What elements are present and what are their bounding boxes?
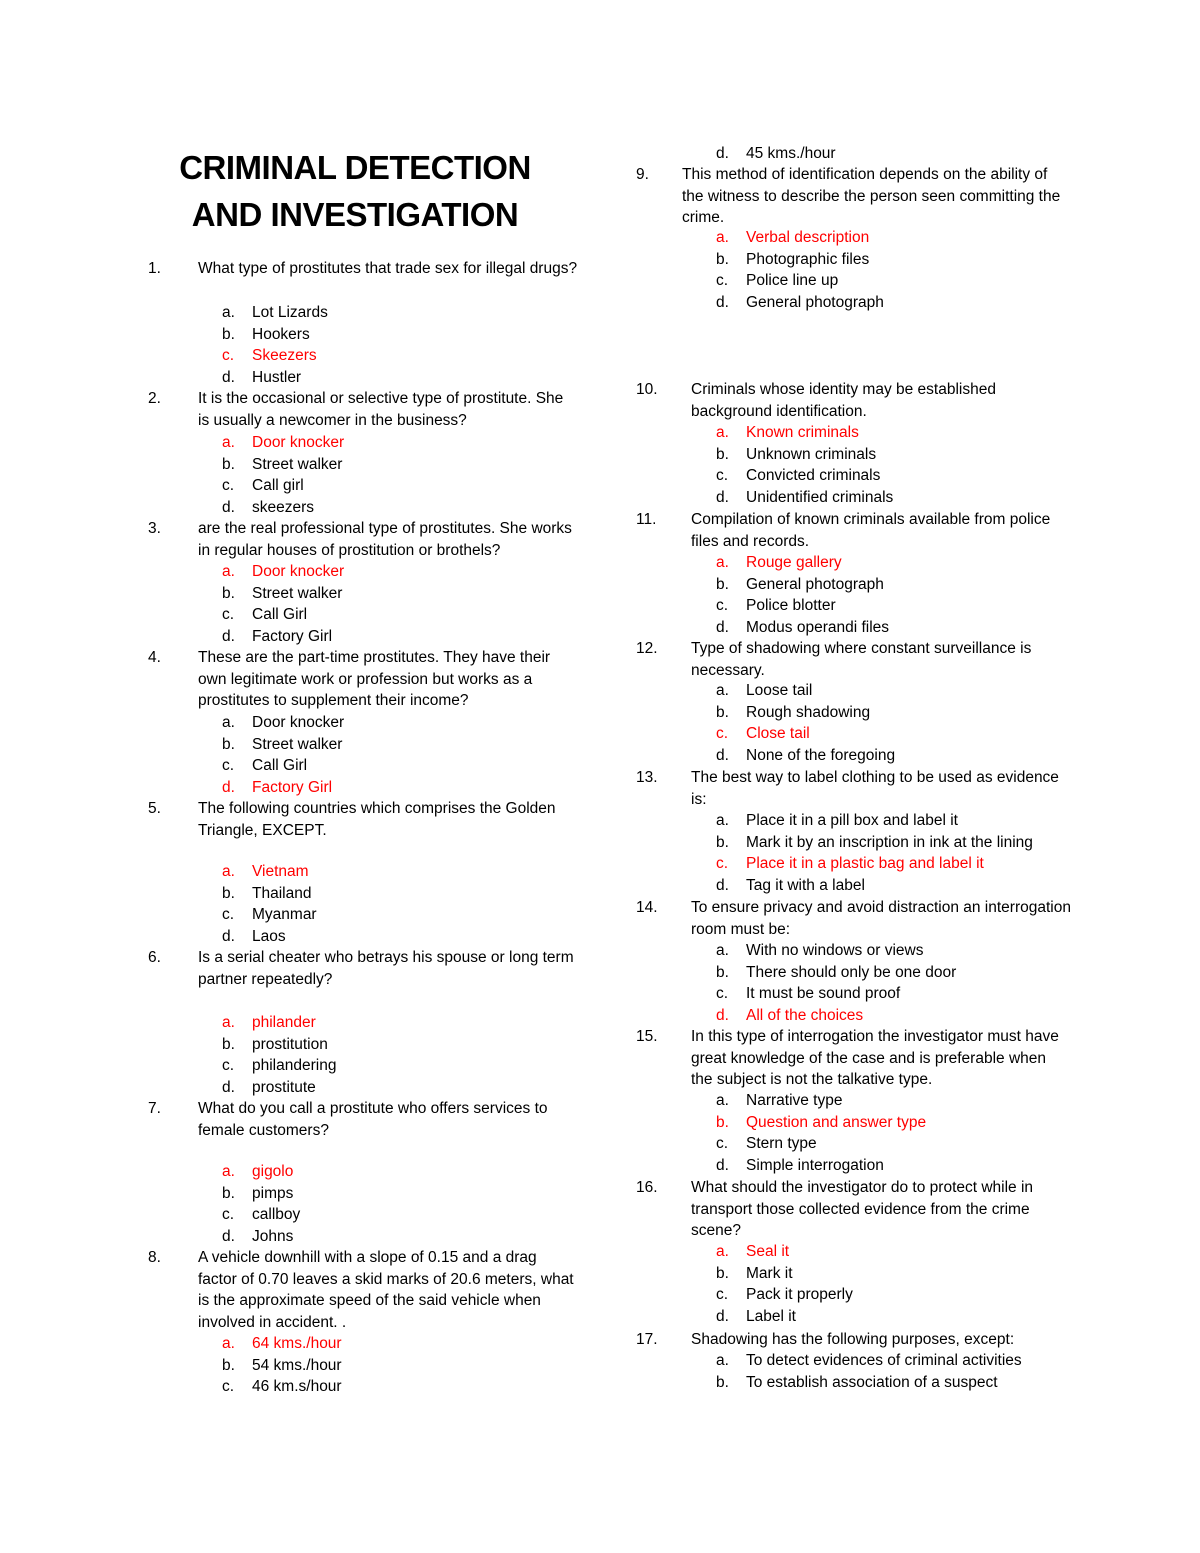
- correct-answer-option: [716, 1112, 1076, 1134]
- document-title: [150, 144, 560, 238]
- option-text: 64 kms./hour: [252, 1335, 342, 1352]
- options-list-8: [222, 1333, 582, 1398]
- option-letter: d.: [222, 1078, 235, 1096]
- option-text: Tag it with a label: [746, 876, 865, 894]
- correct-answer-option: [222, 432, 582, 454]
- option-text: philander: [252, 1014, 316, 1031]
- answer-option: [716, 875, 1076, 897]
- question-number: 9.: [636, 166, 649, 183]
- question-text: Criminals whose identity may be established background identification.: [691, 381, 996, 420]
- answer-option: [716, 940, 1076, 962]
- answer-option: [716, 444, 1076, 466]
- question-number: 13.: [636, 769, 658, 786]
- options-list-4: [222, 712, 582, 798]
- option-text: Hustler: [252, 368, 302, 386]
- option-letter: c.: [716, 467, 729, 484]
- answer-option: [716, 574, 1076, 596]
- option-text: Unknown criminals: [746, 445, 877, 463]
- question-text: Compilation of known criminals available from police files and records.: [691, 511, 1051, 550]
- options-list-13: [716, 810, 1076, 896]
- question-number: 1.: [148, 260, 161, 277]
- answer-option: [716, 487, 1076, 509]
- option-letter: d.: [716, 1006, 729, 1024]
- option-text: Rough shadowing: [746, 703, 871, 721]
- option-text: Lot Lizards: [252, 304, 328, 321]
- answer-option: [716, 292, 1076, 314]
- answer-option: [716, 983, 1076, 1005]
- option-letter: d.: [716, 1156, 729, 1174]
- option-letter: b.: [716, 1264, 729, 1282]
- question-text: What type of prostitutes that trade sex for illegal drugs?: [198, 260, 578, 277]
- answer-option: [716, 832, 1076, 854]
- option-letter: a.: [222, 714, 235, 731]
- option-text: Myanmar: [252, 906, 317, 923]
- option-text: Pack it properly: [746, 1286, 853, 1303]
- option-letter: a.: [716, 424, 729, 441]
- option-letter: a.: [222, 563, 235, 580]
- options-list-3: [222, 561, 582, 647]
- option-text: philandering: [252, 1057, 337, 1074]
- answer-option: [222, 604, 582, 626]
- option-text: Stern type: [746, 1135, 817, 1152]
- question-text: Type of shadowing where constant surveillance is necessary.: [691, 640, 1032, 679]
- question-number: 17.: [636, 1331, 658, 1348]
- correct-answer-option: [716, 853, 1076, 875]
- option-text: gigolo: [252, 1163, 294, 1180]
- answer-option: [222, 1034, 582, 1056]
- option-text: 54 kms./hour: [252, 1356, 342, 1374]
- option-text: General photograph: [746, 293, 884, 311]
- option-letter: a.: [222, 434, 235, 451]
- correct-answer-option: [716, 552, 1076, 574]
- question-number: 12.: [636, 640, 658, 657]
- answer-option: [222, 324, 582, 346]
- option-text: Police blotter: [746, 597, 836, 614]
- option-letter: b.: [222, 1035, 235, 1053]
- option-text: Call Girl: [252, 757, 308, 774]
- answer-option: [222, 367, 582, 389]
- option-text: All of the choices: [746, 1006, 864, 1024]
- correct-answer-option: [222, 561, 582, 583]
- answer-option: [716, 1284, 1076, 1306]
- answer-option: [716, 702, 1076, 724]
- correct-answer-option: [222, 777, 582, 799]
- option-letter: d.: [222, 368, 235, 386]
- correct-answer-option: [222, 861, 582, 883]
- option-letter: a.: [716, 812, 729, 829]
- option-text: Door knocker: [252, 714, 345, 731]
- option-text: To detect evidences of criminal activities: [746, 1352, 1022, 1369]
- answer-option: [222, 1077, 582, 1099]
- option-letter: d.: [222, 927, 235, 945]
- question-number: 11.: [636, 511, 657, 528]
- question-text: These are the part-time prostitutes. They have their own legitimate work or profession but works as a prostitutes to supplement their income?: [198, 649, 551, 709]
- option-letter: d.: [222, 627, 235, 645]
- option-text: Simple interrogation: [746, 1156, 884, 1174]
- option-letter: c.: [222, 1206, 235, 1223]
- option-letter: a.: [222, 1014, 235, 1031]
- option-letter: c.: [716, 1135, 729, 1152]
- option-text: Johns: [252, 1227, 294, 1245]
- option-letter: d.: [716, 1307, 729, 1325]
- option-text: Loose tail: [746, 682, 813, 699]
- options-list-15: [716, 1090, 1076, 1176]
- option-letter: b.: [716, 250, 729, 268]
- answer-option: [222, 1183, 582, 1205]
- option-letter: c.: [716, 725, 729, 742]
- option-letter: c.: [222, 757, 235, 774]
- option-letter: a.: [222, 1335, 235, 1352]
- question-text: The best way to label clothing to be used as evidence is:: [691, 769, 1059, 808]
- option-letter: c.: [222, 1378, 235, 1395]
- answer-option: [716, 1263, 1076, 1285]
- option-text: Police line up: [746, 272, 839, 289]
- question-number: 3.: [148, 520, 161, 537]
- question-text: The following countries which comprises the Golden Triangle, EXCEPT.: [198, 800, 556, 839]
- option-text: With no windows or views: [746, 942, 924, 959]
- answer-option: [716, 745, 1076, 767]
- option-text: To establish association of a suspect: [746, 1373, 998, 1391]
- option-text: Laos: [252, 927, 286, 945]
- option-text: Hookers: [252, 325, 310, 343]
- option-text: skeezers: [252, 498, 315, 516]
- answer-option: [716, 143, 1076, 165]
- answer-option: [222, 904, 582, 926]
- question-number: 16.: [636, 1179, 658, 1196]
- options-list-9: [716, 227, 1076, 313]
- option-text: Unidentified criminals: [746, 488, 894, 506]
- option-text: Seal it: [746, 1243, 790, 1260]
- option-letter: c.: [222, 906, 235, 923]
- option-text: Mark it: [746, 1264, 793, 1282]
- title-line-2: AND INVESTIGATION: [191, 196, 519, 233]
- correct-answer-option: [222, 1333, 582, 1355]
- option-text: Place it in a pill box and label it: [746, 812, 958, 829]
- option-letter: c.: [716, 272, 729, 289]
- option-text: Call girl: [252, 477, 304, 494]
- option-text: Label it: [746, 1307, 796, 1325]
- answer-option: [716, 1306, 1076, 1328]
- title-line-1: CRIMINAL DETECTION: [179, 149, 531, 186]
- answer-option: [716, 962, 1076, 984]
- option-letter: a.: [716, 942, 729, 959]
- option-text: Factory Girl: [252, 627, 333, 645]
- options-list-8-continued: [716, 143, 1076, 165]
- option-letter: b.: [222, 884, 235, 902]
- correct-answer-option: [222, 1161, 582, 1183]
- answer-option: [222, 583, 582, 605]
- options-list-10: [716, 422, 1076, 508]
- option-letter: b.: [222, 1184, 235, 1202]
- answer-option: [716, 1372, 1076, 1394]
- question-text: are the real professional type of prostitutes. She works in regular houses of prostitution or brothels?: [198, 520, 572, 559]
- option-letter: b.: [716, 575, 729, 593]
- answer-option: [222, 454, 582, 476]
- option-letter: b.: [716, 833, 729, 851]
- option-text: Door knocker: [252, 434, 345, 451]
- answer-option: [222, 1376, 582, 1398]
- correct-answer-option: [716, 723, 1076, 745]
- option-text: Modus operandi files: [746, 618, 890, 636]
- question-text: This method of identification depends on the ability of the witness to describe the person seen committing the crime.: [682, 166, 1061, 226]
- question-number: 6.: [148, 949, 161, 966]
- option-text: General photograph: [746, 575, 884, 593]
- option-text: Street walker: [252, 584, 343, 602]
- option-letter: b.: [222, 455, 235, 473]
- option-text: There should only be one door: [746, 963, 957, 981]
- option-text: Street walker: [252, 735, 343, 753]
- option-letter: d.: [716, 293, 729, 311]
- option-text: Street walker: [252, 455, 343, 473]
- question-number: 2.: [148, 390, 161, 407]
- option-text: Factory Girl: [252, 778, 333, 796]
- question-number: 7.: [148, 1100, 161, 1117]
- option-text: Verbal description: [746, 229, 870, 246]
- options-list-6: [222, 1012, 582, 1098]
- question-text: It is the occasional or selective type of prostitute. She is usually a newcomer in the business?: [198, 390, 564, 429]
- option-letter: b.: [716, 445, 729, 463]
- option-letter: a.: [716, 229, 729, 246]
- options-list-17: [716, 1350, 1076, 1393]
- question-text: What do you call a prostitute who offers services to female customers?: [198, 1100, 548, 1139]
- option-letter: b.: [716, 1373, 729, 1391]
- option-text: Vietnam: [252, 863, 309, 880]
- option-text: Call Girl: [252, 606, 308, 623]
- answer-option: [716, 1090, 1076, 1112]
- question-text: To ensure privacy and avoid distraction an interrogation room must be:: [691, 899, 1071, 938]
- option-letter: d.: [716, 145, 729, 162]
- options-list-5: [222, 861, 582, 947]
- option-letter: a.: [716, 1092, 729, 1109]
- option-text: None of the foregoing: [746, 746, 896, 764]
- option-letter: c.: [716, 1286, 729, 1303]
- answer-option: [716, 680, 1076, 702]
- answer-option: [222, 926, 582, 948]
- question-number: 5.: [148, 800, 161, 817]
- answer-option: [716, 617, 1076, 639]
- option-text: Convicted criminals: [746, 467, 881, 484]
- answer-option: [222, 712, 582, 734]
- answer-option: [222, 1204, 582, 1226]
- option-letter: d.: [716, 618, 729, 636]
- options-list-16: [716, 1241, 1076, 1327]
- option-text: Door knocker: [252, 563, 345, 580]
- option-letter: b.: [222, 584, 235, 602]
- question-text: A vehicle downhill with a slope of 0.15 and a drag factor of 0.70 leaves a skid marks of 20.6 meters, what is the approximate speed of the said vehicle when involved in accident. .: [198, 1249, 574, 1331]
- option-letter: b.: [716, 1113, 729, 1131]
- option-letter: d.: [222, 778, 235, 796]
- option-text: Place it in a plastic bag and label it: [746, 855, 984, 872]
- option-letter: d.: [716, 746, 729, 764]
- option-letter: b.: [222, 1356, 235, 1374]
- answer-option: [222, 497, 582, 519]
- option-text: Narrative type: [746, 1092, 843, 1109]
- question-number: 10.: [636, 381, 658, 398]
- option-letter: c.: [222, 477, 235, 494]
- answer-option: [222, 1355, 582, 1377]
- correct-answer-option: [716, 1241, 1076, 1263]
- option-letter: c.: [222, 606, 235, 623]
- option-letter: a.: [222, 304, 235, 321]
- option-text: Skeezers: [252, 347, 317, 364]
- answer-option: [716, 1350, 1076, 1372]
- question-text: What should the investigator do to protect while in transport those collected evidence from the crime scene?: [691, 1179, 1034, 1239]
- answer-option: [222, 1226, 582, 1248]
- options-list-14: [716, 940, 1076, 1026]
- option-letter: b.: [222, 735, 235, 753]
- answer-option: [716, 249, 1076, 271]
- option-text: It must be sound proof: [746, 985, 901, 1002]
- question-text: Shadowing has the following purposes, except:: [691, 1331, 1015, 1348]
- options-list-12: [716, 680, 1076, 766]
- question-number: 8.: [148, 1249, 161, 1266]
- options-list-11: [716, 552, 1076, 638]
- option-text: Rouge gallery: [746, 554, 842, 571]
- correct-answer-option: [716, 227, 1076, 249]
- option-text: pimps: [252, 1184, 294, 1202]
- option-letter: d.: [716, 488, 729, 506]
- option-letter: b.: [222, 325, 235, 343]
- option-letter: c.: [716, 985, 729, 1002]
- options-list-1: [222, 302, 582, 388]
- option-letter: d.: [222, 1227, 235, 1245]
- options-list-2: [222, 432, 582, 518]
- option-letter: a.: [716, 1243, 729, 1260]
- answer-option: [716, 1155, 1076, 1177]
- answer-option: [716, 465, 1076, 487]
- option-text: Mark it by an inscription in ink at the lining: [746, 833, 1033, 851]
- answer-option: [716, 1133, 1076, 1155]
- option-letter: a.: [716, 554, 729, 571]
- option-text: 45 kms./hour: [746, 145, 836, 162]
- correct-answer-option: [222, 345, 582, 367]
- option-text: Photographic files: [746, 250, 870, 268]
- answer-option: [222, 1055, 582, 1077]
- option-letter: b.: [716, 963, 729, 981]
- option-text: Known criminals: [746, 424, 859, 441]
- option-letter: a.: [716, 682, 729, 699]
- correct-answer-option: [716, 1005, 1076, 1027]
- option-letter: c.: [222, 347, 235, 364]
- option-letter: d.: [222, 498, 235, 516]
- option-letter: a.: [222, 863, 235, 880]
- option-text: Thailand: [252, 884, 312, 902]
- option-text: prostitute: [252, 1078, 316, 1096]
- option-letter: a.: [222, 1163, 235, 1180]
- answer-option: [222, 883, 582, 905]
- question-number: 15.: [636, 1028, 658, 1045]
- answer-option: [716, 270, 1076, 292]
- option-letter: b.: [716, 703, 729, 721]
- option-text: 46 km.s/hour: [252, 1378, 342, 1395]
- question-text: Is a serial cheater who betrays his spouse or long term partner repeatedly?: [198, 949, 574, 988]
- answer-option: [222, 734, 582, 756]
- answer-option: [222, 755, 582, 777]
- option-text: callboy: [252, 1206, 301, 1223]
- option-letter: c.: [222, 1057, 235, 1074]
- correct-answer-option: [222, 1012, 582, 1034]
- option-letter: d.: [716, 876, 729, 894]
- answer-option: [716, 810, 1076, 832]
- option-letter: a.: [716, 1352, 729, 1369]
- option-letter: c.: [716, 855, 729, 872]
- question-number: 14.: [636, 899, 658, 916]
- answer-option: [222, 626, 582, 648]
- question-text: In this type of interrogation the investigator must have great knowledge of the case and is preferable when the subject is not the talkative type.: [691, 1028, 1059, 1088]
- correct-answer-option: [716, 422, 1076, 444]
- question-number: 4.: [148, 649, 161, 666]
- option-letter: c.: [716, 597, 729, 614]
- answer-option: [222, 475, 582, 497]
- answer-option: [716, 595, 1076, 617]
- option-text: Question and answer type: [746, 1113, 927, 1131]
- options-list-7: [222, 1161, 582, 1247]
- option-text: prostitution: [252, 1035, 328, 1053]
- answer-option: [222, 302, 582, 324]
- option-text: Close tail: [746, 725, 810, 742]
